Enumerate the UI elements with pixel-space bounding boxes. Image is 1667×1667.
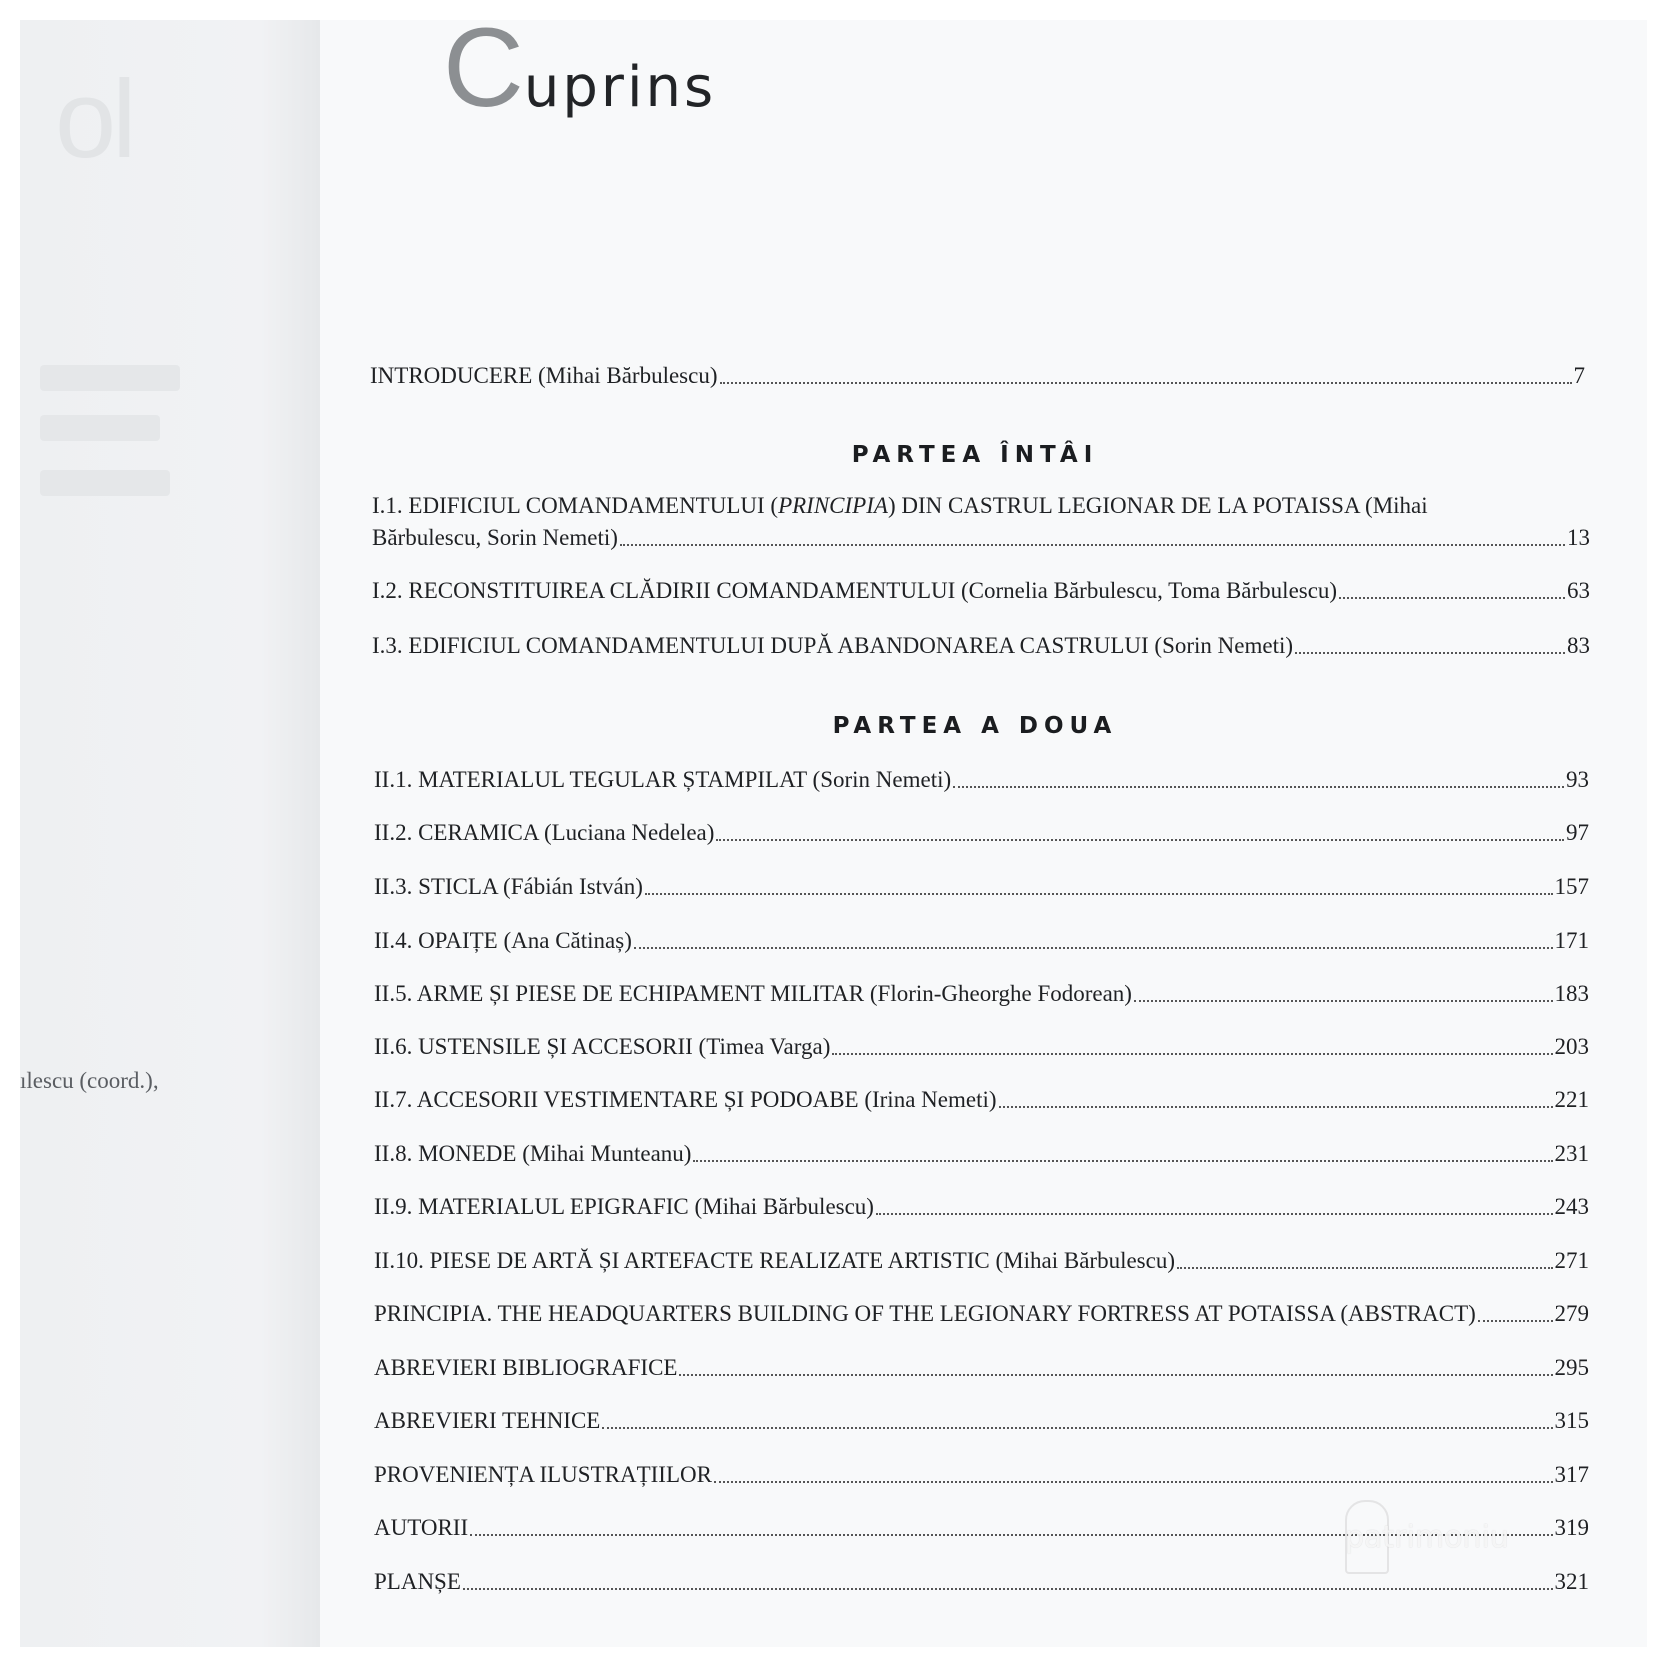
title-initial: C bbox=[443, 5, 524, 130]
toc-entry[interactable] bbox=[374, 1405, 1589, 1437]
dot-leader bbox=[645, 893, 1553, 895]
dot-leader bbox=[876, 1213, 1553, 1215]
toc-page-number: 93 bbox=[1566, 767, 1589, 792]
toc-page-number: 271 bbox=[1554, 1248, 1589, 1273]
toc-entry[interactable] bbox=[374, 1191, 1589, 1223]
dot-leader bbox=[1295, 652, 1565, 654]
toc-page-number: 7 bbox=[1573, 363, 1585, 388]
dot-leader bbox=[1177, 1267, 1552, 1269]
toc-entry-label: I.3. EDIFICIUL COMANDAMENTULUI DUPĂ ABANDONAREA CASTRULUI (Sorin Nemeti) bbox=[372, 633, 1294, 658]
dot-leader bbox=[620, 544, 1565, 546]
toc-entry[interactable] bbox=[372, 490, 1590, 554]
toc-entry-label: I.1. EDIFICIUL COMANDAMENTULUI (PRINCIPIA) DIN CASTRUL LEGIONAR DE LA POTAISSA (Mihai bbox=[372, 493, 1428, 518]
toc-entry[interactable] bbox=[374, 1352, 1589, 1384]
toc-entry-label: PROVENIENȚA ILUSTRAȚIILOR bbox=[374, 1462, 712, 1487]
toc-entry-label: II.1. MATERIALUL TEGULAR ȘTAMPILAT (Sorin Nemeti) bbox=[374, 767, 952, 792]
toc-page-number: 203 bbox=[1554, 1034, 1589, 1059]
title-rest: uprins bbox=[523, 55, 717, 120]
toc-entry-label-continued: Bărbulescu, Sorin Nemeti) bbox=[372, 525, 618, 550]
dot-leader bbox=[463, 1588, 1553, 1590]
toc-entry[interactable] bbox=[372, 630, 1590, 662]
dot-leader bbox=[999, 1106, 1553, 1108]
dot-leader bbox=[634, 947, 1553, 949]
toc-entry-label: II.6. USTENSILE ȘI ACCESORII (Timea Varga) bbox=[374, 1034, 831, 1059]
dot-leader bbox=[693, 1160, 1552, 1162]
toc-page-number: 83 bbox=[1567, 633, 1590, 658]
part-two-heading: PARTEA A DOUA bbox=[832, 713, 1118, 739]
dot-leader bbox=[832, 1053, 1552, 1055]
toc-entry[interactable] bbox=[374, 925, 1589, 957]
toc-page-number: 13 bbox=[1567, 525, 1590, 550]
dot-leader bbox=[602, 1427, 1552, 1429]
part-one-heading: PARTEA ÎNTÂI bbox=[851, 442, 1099, 468]
dot-leader bbox=[1478, 1320, 1553, 1322]
dot-leader bbox=[1134, 1000, 1553, 1002]
toc-entry[interactable] bbox=[374, 1566, 1589, 1598]
toc-page-number: 63 bbox=[1567, 578, 1590, 603]
toc-entry[interactable] bbox=[374, 1138, 1589, 1170]
bleed-through-glyph: ol bbox=[55, 65, 133, 181]
toc-entry[interactable] bbox=[374, 978, 1589, 1010]
toc-entry[interactable] bbox=[374, 764, 1589, 796]
dot-leader bbox=[720, 382, 1572, 384]
toc-page-number: 231 bbox=[1554, 1141, 1589, 1166]
toc-entry[interactable] bbox=[374, 1031, 1589, 1063]
left-page-fragment: ılescu (coord.), bbox=[20, 1068, 159, 1093]
toc-entry-label: ABREVIERI TEHNICE bbox=[374, 1408, 601, 1433]
toc-page-number: 221 bbox=[1554, 1087, 1589, 1112]
dot-leader bbox=[953, 786, 1564, 788]
toc-entry-label: II.3. STICLA (Fábián István) bbox=[374, 874, 643, 899]
toc-entry[interactable] bbox=[374, 871, 1589, 903]
toc-page-number: 321 bbox=[1554, 1569, 1589, 1594]
toc-entry-label: II.8. MONEDE (Mihai Munteanu) bbox=[374, 1141, 692, 1166]
toc-page-number: 183 bbox=[1554, 981, 1589, 1006]
toc-entry-label: II.9. MATERIALUL EPIGRAFIC (Mihai Bărbulescu) bbox=[374, 1194, 874, 1219]
toc-page-number: 171 bbox=[1554, 928, 1589, 953]
dot-leader bbox=[1339, 597, 1565, 599]
toc-entry[interactable] bbox=[374, 1084, 1589, 1116]
toc-entry-label: ABREVIERI BIBLIOGRAFICE bbox=[374, 1355, 678, 1380]
toc-page-number: 279 bbox=[1554, 1301, 1589, 1326]
toc-page-number: 315 bbox=[1554, 1408, 1589, 1433]
toc-entry-label: II.2. CERAMICA (Luciana Nedelea) bbox=[374, 820, 715, 845]
toc-entry-label: PLANȘE bbox=[374, 1569, 461, 1594]
toc-entry-label: AUTORII bbox=[374, 1515, 469, 1540]
toc-page-number: 295 bbox=[1554, 1355, 1589, 1380]
toc-entry-label: I.2. RECONSTITUIREA CLĂDIRII COMANDAMENTULUI (Cornelia Bărbulescu, Toma Bărbulescu) bbox=[372, 578, 1338, 603]
toc-entry-label: INTRODUCERE (Mihai Bărbulescu) bbox=[370, 363, 718, 388]
toc-entry-label: II.10. PIESE DE ARTĂ ȘI ARTEFACTE REALIZATE ARTISTIC (Mihai Bărbulescu) bbox=[374, 1248, 1176, 1273]
toc-entry-introducere[interactable] bbox=[370, 360, 1585, 392]
toc-entry-label: II.4. OPAIȚE (Ana Cătinaș) bbox=[374, 928, 632, 953]
dot-leader bbox=[714, 1481, 1553, 1483]
toc-entry[interactable] bbox=[372, 575, 1590, 607]
watermark: patrimoniu bbox=[1345, 1520, 1509, 1555]
toc-entry[interactable] bbox=[374, 1459, 1589, 1491]
toc-entry[interactable] bbox=[374, 1298, 1589, 1330]
toc-entry-label: II.5. ARME ȘI PIESE DE ECHIPAMENT MILITAR (Florin-Gheorghe Fodorean) bbox=[374, 981, 1132, 1006]
toc-page-number: 157 bbox=[1554, 874, 1589, 899]
toc-page-number: 319 bbox=[1554, 1515, 1589, 1540]
toc-page-number: 317 bbox=[1554, 1462, 1589, 1487]
italic-term: PRINCIPIA bbox=[778, 493, 888, 518]
toc-entry[interactable] bbox=[374, 817, 1589, 849]
dot-leader bbox=[679, 1374, 1552, 1376]
toc-page-number: 243 bbox=[1554, 1194, 1589, 1219]
toc-entry[interactable] bbox=[374, 1245, 1589, 1277]
toc-page-number: 97 bbox=[1566, 820, 1589, 845]
toc-entry-label: PRINCIPIA. THE HEADQUARTERS BUILDING OF THE LEGIONARY FORTRESS AT POTAISSA (ABSTRACT) bbox=[374, 1301, 1476, 1326]
dot-leader bbox=[716, 839, 1564, 841]
toc-entry-label: II.7. ACCESORII VESTIMENTARE ȘI PODOABE (Irina Nemeti) bbox=[374, 1087, 997, 1112]
